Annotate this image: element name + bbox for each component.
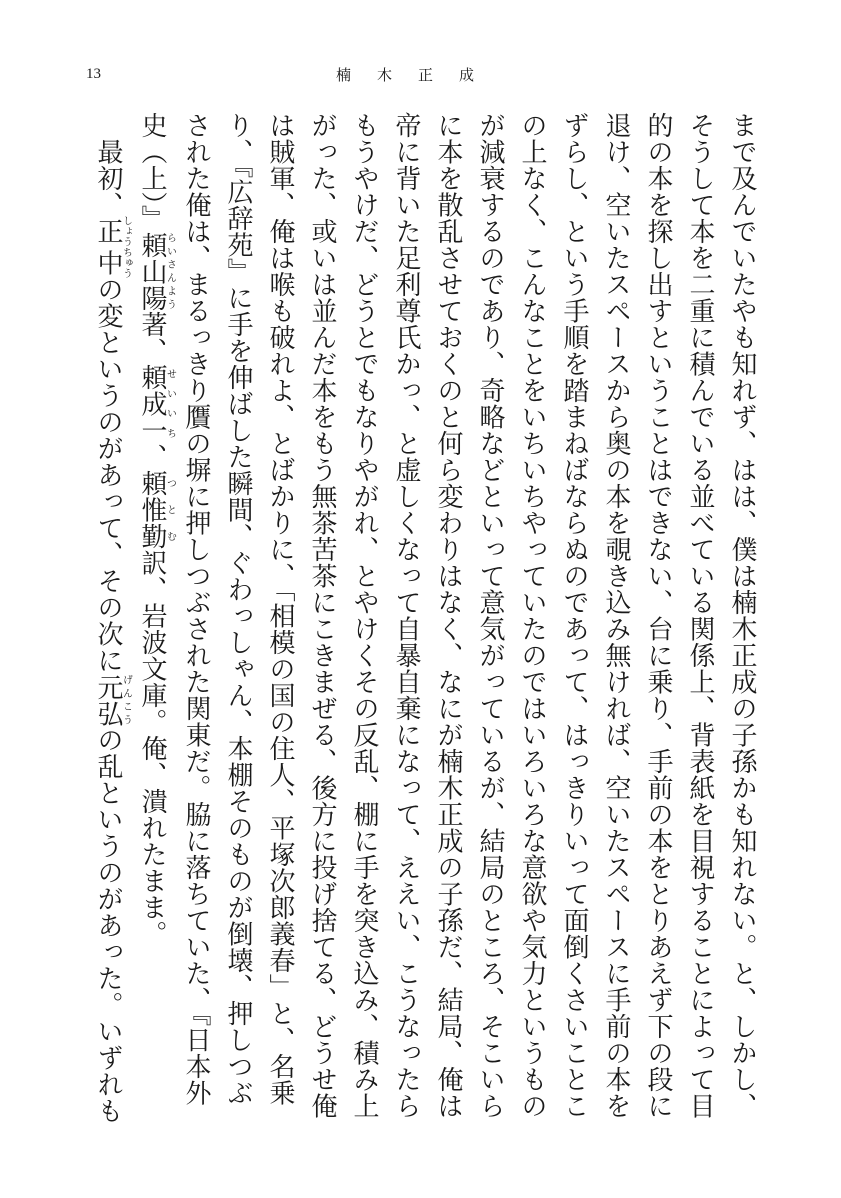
furigana <box>93 673 132 727</box>
furigana-reading: せいいち <box>164 364 176 444</box>
furigana <box>137 364 176 444</box>
text-line-with-ruby: 最初、正中しょうちゅうの変というのがあって、その次に元弘げんこうの乱というのがあった。いずれも <box>93 112 132 1124</box>
furigana-reading: しょうちゅう <box>120 215 132 279</box>
furigana <box>137 231 176 312</box>
text-line: 帝に背いた足利尊氏かっ、と虚しくなって自暴自棄になって、ええい、こうなったら <box>391 112 421 1119</box>
page-number: 13 <box>86 66 101 82</box>
text-line: ずらし、という手順を踏まねばならぬのであって、はっきりいって面倒くさいことこ <box>559 112 589 1119</box>
text-line: が減衰するのであり、奇略などといって意気がっているが、結局のところ、そこいら <box>475 112 505 1119</box>
text-line: もうやけだ、どうとでもなりやがれ、とやけくその反乱、棚に手を突き込み、積み上 <box>349 112 379 1119</box>
furigana-base: 頼成一 <box>137 364 167 444</box>
furigana-reading: つとむ <box>164 470 176 550</box>
text-line: された俺は、まるっきり贋の塀に押しつぶされた関東だ。脇に落ちていた、『日本外 <box>181 112 211 1106</box>
running-head: 楠木正成 <box>336 66 501 84</box>
text-line: まで及んでいたやも知れず、はは、僕は楠木正成の子孫かも知れない。と、しかし、 <box>727 112 757 1119</box>
furigana <box>137 470 176 550</box>
furigana-base: 頼山陽 <box>137 231 167 311</box>
text-line: 退け、空いたスペースから奥の本を覗き込み無ければ、空いたスペースに手前の本を <box>601 112 631 1119</box>
text-line: の上なく、こんなことをいちいちやっていたのではいろいろな意欲や気力というもの <box>517 112 547 1119</box>
furigana-base: 頼惟勤 <box>137 470 167 550</box>
text-line: り、『広辞苑』に手を伸ばした瞬間、ぐわっしゃん、本棚そのものが倒壊、押しつぶ <box>223 112 253 1106</box>
furigana-base: 正中 <box>93 215 123 279</box>
text-line: がった、或いは並んだ本をもう無茶苦茶にこきまぜる、後方に投げ捨てる、どうせ俺 <box>307 112 337 1119</box>
body-text <box>87 112 763 1124</box>
furigana-base: 元弘 <box>93 673 123 727</box>
furigana-reading: らいさんよう <box>164 231 176 311</box>
text-line: に本を散乱させておくのと何ら変わりはなく、なにが楠木正成の子孫だ、結局、俺は <box>433 112 463 1119</box>
text-line-with-ruby: 史（上）』頼山陽らいさんよう著、頼成一せいいち、頼惟勤つとむ訳、岩波文庫。俺、潰れたまま。 <box>137 112 176 947</box>
furigana-reading: げんこう <box>120 673 132 727</box>
text-line: 的の本を探し出すということはできない、台に乗り、手前の本をとりあえず下の段に <box>643 112 673 1119</box>
text-line: は賊軍、俺は喉も破れよ、とばかりに、「相模の国の住人、平塚次郎義春」と、名乗 <box>265 112 295 1106</box>
text-line: そうして本を二重に積んでいる並べている関係上、背表紙を目視することによって目 <box>685 112 715 1119</box>
furigana <box>93 215 132 279</box>
